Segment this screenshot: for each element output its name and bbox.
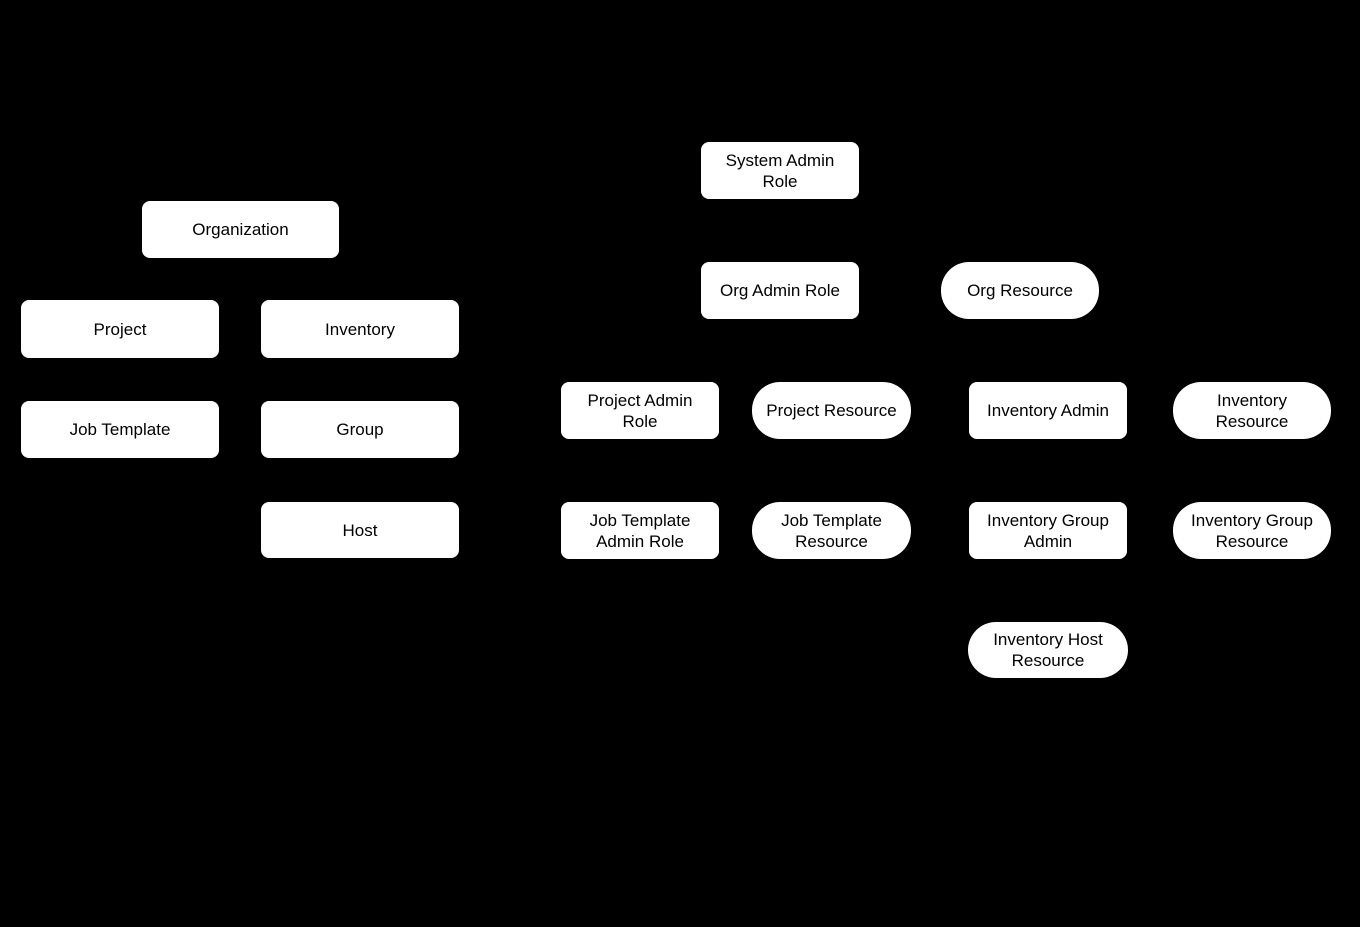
node-job-template-resource-label: Resource bbox=[795, 531, 868, 551]
node-inventory-group-resource-label: Inventory Group bbox=[1191, 510, 1313, 530]
node-inventory-host-resource-label: Resource bbox=[1011, 651, 1085, 670]
node-inventory-host-resource bbox=[968, 622, 1128, 678]
node-job-template-admin-role-label: Admin Role bbox=[596, 531, 684, 551]
node-system-admin-role-label: Role bbox=[762, 171, 798, 191]
node-project-admin-role bbox=[561, 382, 719, 439]
node-job-template-label: Job Template bbox=[69, 420, 171, 439]
node-project-admin-role-label: Project Admin bbox=[587, 390, 693, 410]
node-job-template bbox=[21, 401, 219, 458]
node-project bbox=[21, 300, 219, 358]
node-org-admin-role bbox=[701, 262, 859, 319]
node-project-label: Project bbox=[93, 319, 147, 339]
node-org-resource-label: Org Resource bbox=[967, 281, 1073, 300]
node-inventory-resource-label: Resource bbox=[1215, 411, 1289, 431]
node-inventory-label: Inventory bbox=[325, 319, 395, 339]
node-host-label: Host bbox=[342, 520, 378, 540]
node-system-admin-role-label: System Admin bbox=[725, 150, 835, 170]
node-inventory-group-resource bbox=[1173, 502, 1331, 559]
node-inventory bbox=[261, 300, 459, 358]
node-inventory-admin bbox=[969, 382, 1127, 439]
node-job-template-resource bbox=[752, 502, 911, 559]
node-host bbox=[261, 502, 459, 558]
node-project-resource bbox=[752, 382, 911, 439]
node-organization bbox=[142, 201, 339, 258]
node-job-template-admin-role bbox=[561, 502, 719, 559]
node-organization-label: Organization bbox=[192, 220, 289, 239]
node-group bbox=[261, 401, 459, 458]
node-inventory-group-admin bbox=[969, 502, 1127, 559]
node-inventory-group-admin-label: Inventory Group bbox=[987, 510, 1109, 530]
node-project-admin-role-label: Role bbox=[622, 411, 658, 431]
node-job-template-resource-label: Job Template bbox=[781, 510, 882, 530]
node-system-admin-role bbox=[701, 142, 859, 199]
node-inventory-group-admin-label: Admin bbox=[1023, 531, 1073, 551]
node-org-resource bbox=[941, 262, 1099, 319]
node-inventory-resource-label: Inventory bbox=[1217, 390, 1287, 410]
node-inventory-resource bbox=[1173, 382, 1331, 439]
node-project-resource-label: Project Resource bbox=[766, 401, 897, 420]
node-inventory-admin-label: Inventory Admin bbox=[987, 401, 1109, 420]
node-group-label: Group bbox=[336, 420, 384, 439]
node-org-admin-role-label: Org Admin Role bbox=[720, 281, 840, 300]
node-inventory-group-resource-label: Resource bbox=[1215, 531, 1289, 551]
node-job-template-admin-role-label: Job Template bbox=[589, 510, 691, 530]
node-inventory-host-resource-label: Inventory Host bbox=[993, 630, 1103, 649]
